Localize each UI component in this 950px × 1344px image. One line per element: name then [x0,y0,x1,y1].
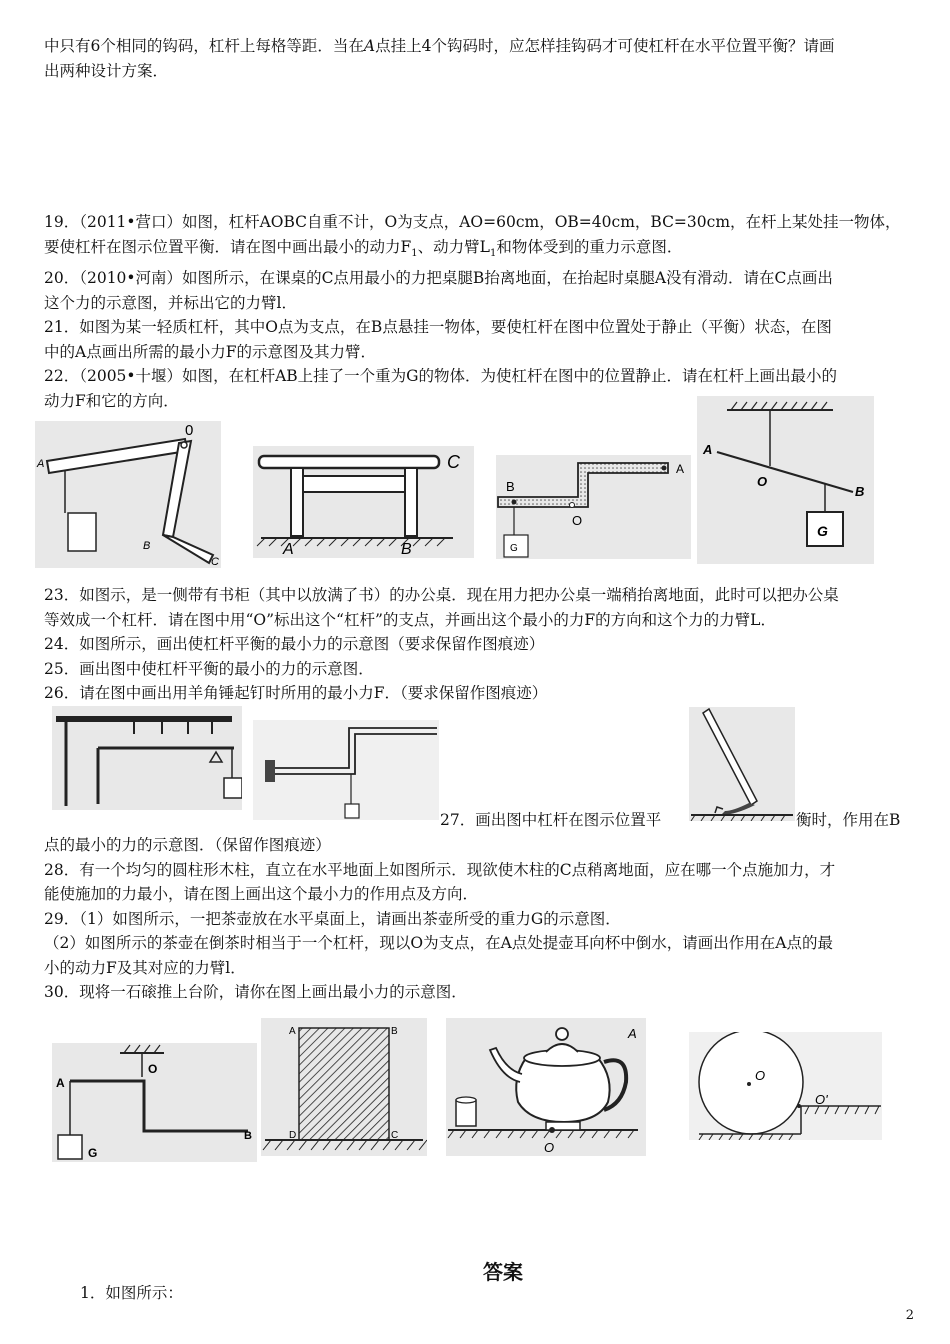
q27-line1a: 27．画出图中杠杆在图示位置平 [440,811,662,829]
q24-line: 24．如图所示，画出使杠杆平衡的最小力的示意图（要求保留作图痕迹） [44,635,545,653]
fig19-label-c: C [211,556,219,568]
q23-line2: 等效成一个杠杆．请在图中用“O”标出这个“杠杆”的支点，并画出这个最小的力F的方向和这个力的力臂L． [44,610,776,629]
figure-28-wooden-pillar [261,1018,427,1156]
q23-line1: 23．如图示，是一侧带有书柜（其中以放满了书）的办公桌．现在用力把办公桌一端稍抬离地面，此时可以把办公桌 [44,586,839,604]
q20-line2: 这个力的示意图，并标出它的力臂l． [44,293,297,312]
q19-line2c: 和物体受到的重力示意图． [496,237,683,256]
fig22-label-o: O [757,474,768,489]
fig20-label-a: A [283,541,294,558]
figure-19-lever [35,421,221,568]
page-number: 2 [905,1308,914,1323]
fig22-label-g: G [817,523,828,539]
fig27-label-g: G [88,1146,98,1160]
fig19-label-o: 0 [185,422,194,439]
figure-29-teapot [446,1018,646,1156]
fig20-label-c: C [447,452,460,472]
q20-line1: 20．（2010•河南）如图所示，在课桌的C点用最小的力把桌腿B抬离地面，在抬起时桌腿A没有滑动．请在C点画出 [44,269,833,288]
fig21-label-a: A [676,462,685,476]
fig27-label-a: A [56,1076,65,1090]
fig19-label-b: B [143,540,151,552]
q21-line1: 21．如图为某一轻质杠杆，其中O点为支点，在B点悬挂一物体，要使杠杆在图中位置处于静止（平衡）状态，在图 [44,318,832,337]
q29-line3: 小的动力F及其对应的力臂l． [44,958,246,977]
q18-line-end: 出两种设计方案． [44,61,169,80]
q29-line1: 29．（1）如图所示，一把茶壶放在水平桌面上，请画出茶壶所受的重力G的示意图． [44,909,621,928]
fig28-label-a: A [289,1026,296,1037]
q29-line2: （2）如图所示的茶壶在倒茶时相当于一个杠杆，现以O为支点，在A点处提壶耳向杯中倒水，请画出作用在A点的最 [44,934,833,952]
q21-line2: 中的A点画出所需的最小力F的示意图及其力臂． [44,342,376,361]
q22-line2: 动力F和它的方向． [44,391,179,410]
q22-line1: 22．（2005•十堰）如图，在杠杆AB上挂了一个重为G的物体．为使杠杆在图中的位置静止．请在杠杆上画出最小的 [44,367,838,386]
fig21-label-o: O [572,513,583,528]
q28-line1: 28．有一个均匀的圆柱形木柱，直立在水平地面上如图所示．现欲使木柱的C点稍离地面，应在哪一个点施加力，才 [44,860,836,879]
q19-line1: 19．（2011•营口）如图，杠杆AOBC自重不计，O为支点，AO=60cm，OB=40cm，BC=30cm，在杆上某处挂一物体， [44,213,901,231]
q25-line: 25．画出图中使杠杆平衡的最小的力的示意图． [44,659,374,678]
q27-line2: 点的最小的力的示意图．（保留作图痕迹） [44,836,331,854]
q18-point-a: A [363,37,376,55]
figure-26-claw-hammer [689,707,795,821]
figure-20-desk [253,446,474,558]
q19-subscript: 1 [489,247,497,259]
fig28-label-c: C [391,1130,399,1141]
fig28-label-b: B [391,1026,398,1037]
q30-line: 30．现将一石磙推上台阶，请你在图上画出最小力的示意图． [44,983,467,1001]
q18-line-part: 中只有6个相同的钩码，杠杆上每格等距．当在 [44,37,364,55]
q26-line: 26．请在图中画出用羊角锤起钉时所用的最小力F．（要求保留作图痕迹） [44,684,548,702]
fig28-label-d: D [289,1130,297,1141]
q19-subscript: 1 [411,247,418,259]
q18-text [44,34,914,83]
q18-line-part: 点挂上4个钩码时，应怎样挂钩码才可使杠杆在水平位置平衡？请画 [375,37,835,55]
figure-22-hanging-lever [697,396,874,564]
figure-24-frame-lever [52,706,242,810]
q23-26-text [44,583,914,706]
fig30-label-o-prime: O' [815,1092,828,1107]
figure-25-wall-lever [253,720,439,820]
fig27-label-b: B [244,1130,252,1142]
fig22-label-a: A [703,442,713,457]
fig21-label-b: B [506,479,515,494]
figure-27-bent-lever [52,1043,257,1162]
q19-22-text [44,210,914,413]
figure-30-stone-roller [689,1032,882,1140]
q28-line2: 能使施加的力最小，请在图上画出这个最小力的作用点及方向． [44,885,479,903]
q19-line2a: 要使杠杆在图示位置平衡．请在图中画出最小的动力F [44,237,412,256]
fig29-label-a: A [628,1026,637,1041]
fig30-label-o: O [755,1068,766,1083]
fig19-label-a: A [37,458,45,470]
fig20-label-b: B [401,541,412,558]
fig22-label-b: B [855,484,865,499]
fig21-label-g: G [510,543,518,554]
answer-1: 1．如图所示： [80,1284,183,1302]
q19-line2b: 、动力臂L [417,237,490,256]
figure-21-bent-lever [496,455,691,559]
fig27-label-o: O [148,1062,158,1076]
answer-heading: 答案 [483,1260,523,1284]
q27-30-text [44,833,914,1005]
q27-line1b: 衡时，作用在B [796,811,901,829]
fig29-label-o: O [544,1140,555,1155]
